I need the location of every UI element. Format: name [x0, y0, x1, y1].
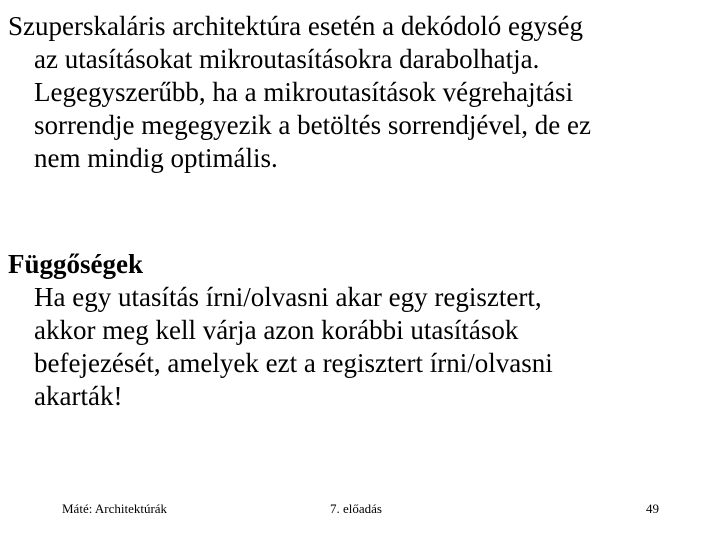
paragraph-line: sorrendje megegyezik a betöltés sorrendjével, de ez: [34, 110, 592, 140]
paragraph-line: akarták!: [34, 381, 123, 411]
paragraph-line: nem mindig optimális.: [34, 143, 278, 173]
paragraph-dependencies: [8, 248, 708, 413]
paragraph-line: Szuperskaláris architektúra esetén a dekódoló egység: [8, 11, 584, 41]
paragraph-line: befejezését, amelyek ezt a regisztert írni/olvasni: [34, 348, 553, 378]
paragraph-line: Legegyszerűbb, ha a mikroutasítások végrehajtási: [34, 77, 574, 107]
footer-page-number: 49: [646, 501, 659, 516]
paragraph-line: akkor meg kell várja azon korábbi utasítások: [34, 315, 519, 345]
paragraph-line: az utasításokat mikroutasításokra darabolhatja.: [34, 44, 540, 74]
paragraph-superscalar: [8, 10, 708, 175]
footer-author-course: Máté: Architektúrák: [62, 501, 168, 516]
paragraph-line: Ha egy utasítás írni/olvasni akar egy regisztert,: [34, 282, 542, 312]
footer-lecture-number: 7. előadás: [330, 501, 382, 516]
section-heading: Függőségek: [8, 249, 143, 279]
